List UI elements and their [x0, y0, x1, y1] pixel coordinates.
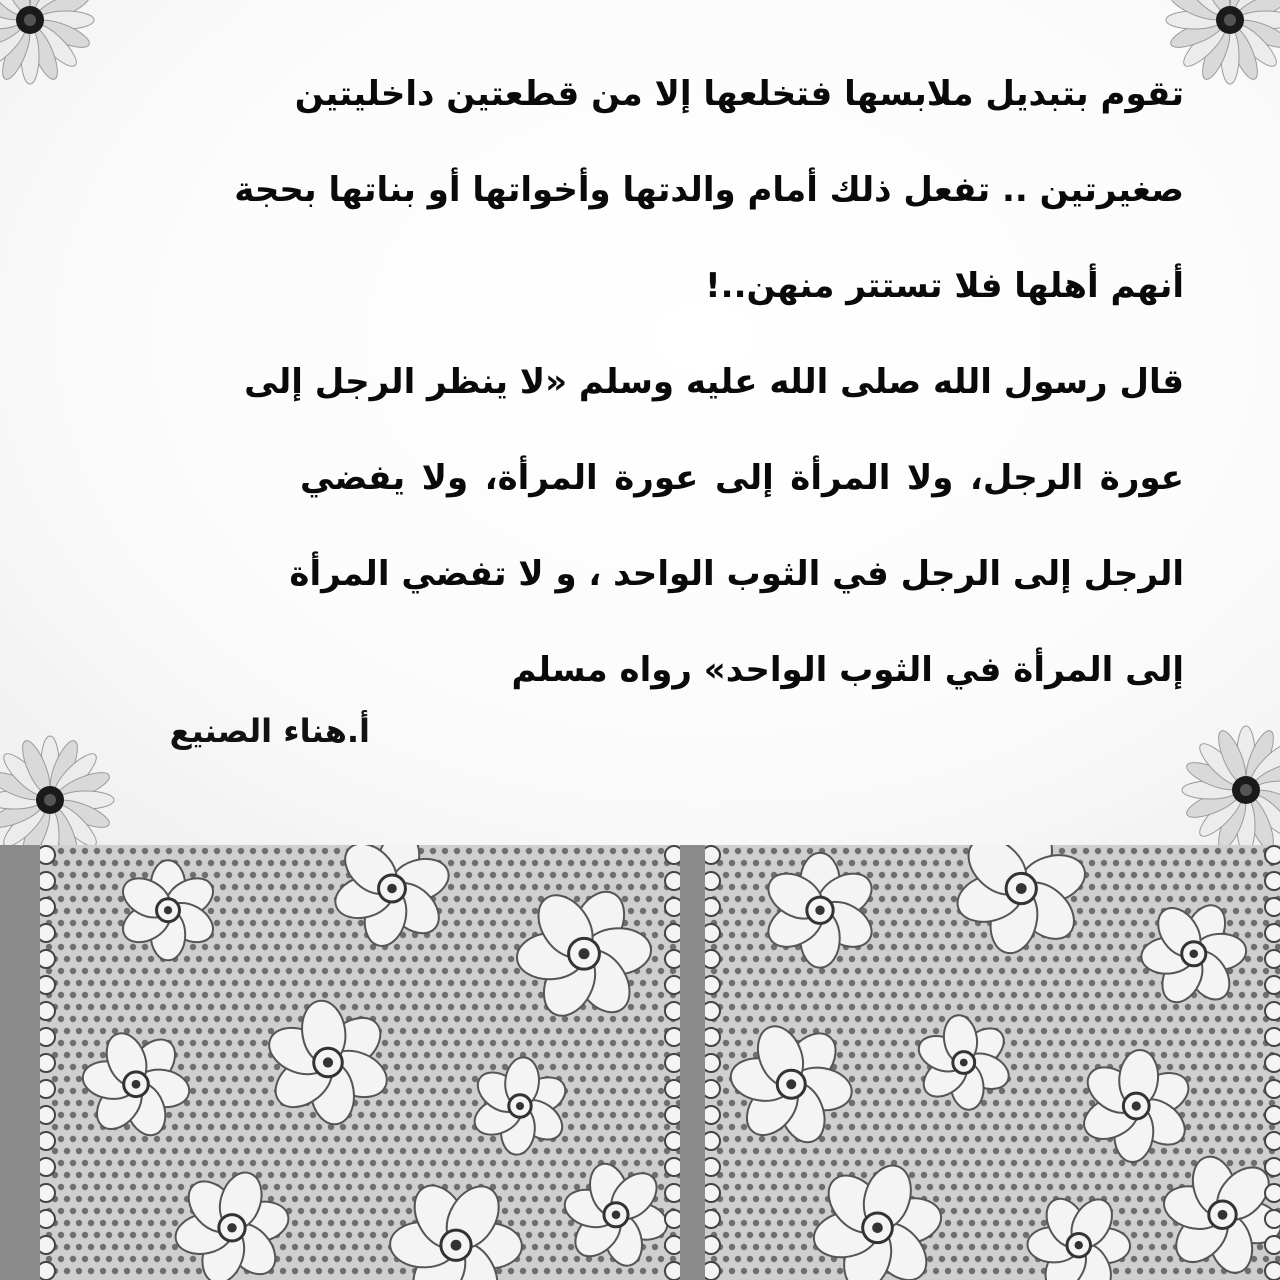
text-line: صغيرتين .. تفعل ذلك أمام والدتها وأخواتها أو بناتها بحجة	[234, 170, 1184, 210]
text-line: أنهم أهلها فلا تستتر منهن..!	[705, 266, 1184, 306]
daisy-icon	[1176, 720, 1280, 860]
lace-strip-left	[40, 845, 680, 1280]
lace-strip-right	[705, 845, 1280, 1280]
text-line: إلى المرأة في الثوب الواحد» رواه مسلم	[511, 650, 1184, 690]
post-text	[234, 62, 1184, 734]
text-line: تقوم بتبديل ملابسها فتخلعها إلا من قطعتين داخليتين	[294, 74, 1184, 114]
author-signature: أ.هناء الصنيع	[169, 712, 370, 750]
daisy-icon	[0, 0, 100, 90]
text-line: الرجل إلى الرجل في الثوب الواحد ، و لا تفضي المرأة	[289, 554, 1184, 594]
lace-decoration	[0, 845, 1280, 1280]
text-line: عورة الرجل، ولا المرأة إلى عورة المرأة، ولا يفضي	[300, 458, 1184, 498]
text-line: قال رسول الله صلى الله عليه وسلم «لا ينظر الرجل إلى	[244, 362, 1184, 402]
